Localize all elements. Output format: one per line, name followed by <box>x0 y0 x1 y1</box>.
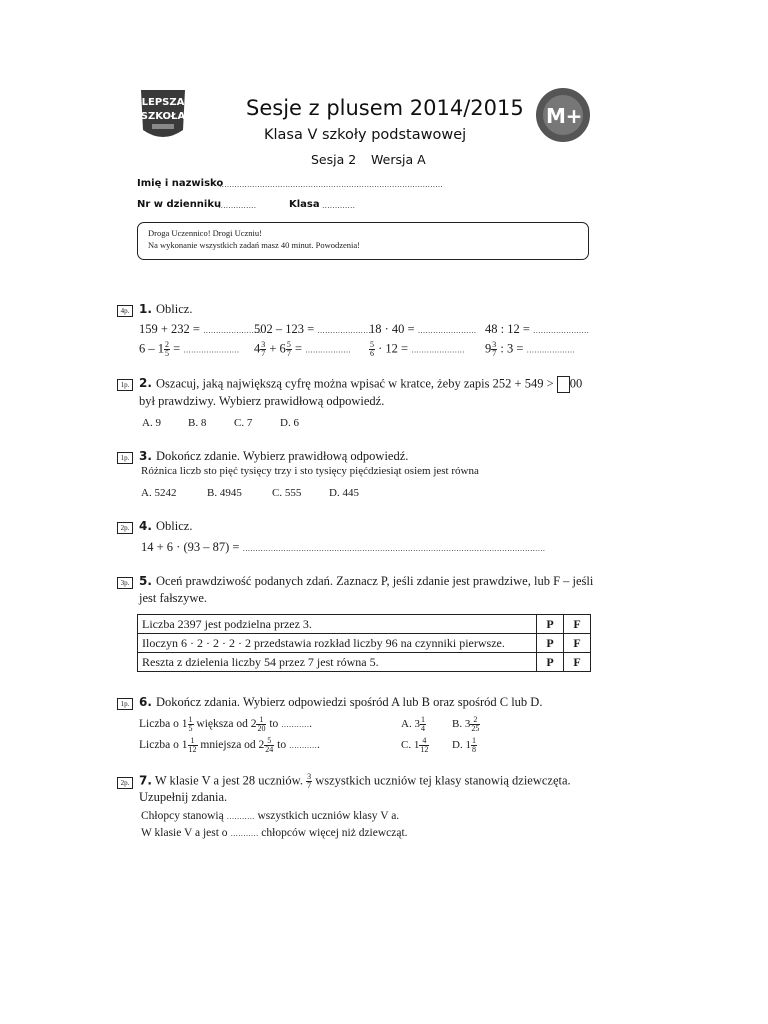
task7-blank-1[interactable]: ........... <box>226 812 255 821</box>
task2-option-a[interactable]: A. 9 <box>142 417 161 429</box>
task1-expr-d: 48 : 12 = ...................... <box>485 322 589 336</box>
task2-number: 2. <box>139 376 152 390</box>
task6-option-d[interactable]: D. 1 $\frac{1}{8}$ <box>452 736 476 754</box>
task1-expr-c: 18 · 40 = ....................... <box>369 322 477 336</box>
task6-number: 6. <box>139 695 152 709</box>
page-subtitle: Klasa V szkoły podstawowej <box>264 127 467 143</box>
journal-number-field[interactable]: ............... <box>218 201 257 210</box>
task1-expr-e: 6 – 1 $\frac{2}{5}$ = ...................... <box>139 340 240 358</box>
table-row <box>138 653 591 672</box>
task2-option-c[interactable]: C. 7 <box>234 417 253 429</box>
task6-points: 1p. <box>117 698 133 710</box>
session-label: Sesja 2 <box>311 152 357 167</box>
class-label: Klasa <box>289 199 320 210</box>
name-field[interactable]: ........................................................................................ <box>219 180 443 189</box>
task6-option-a[interactable]: A. 3 $\frac{1}{4}$ <box>401 715 425 733</box>
task1-expr-a: 159 + 232 = ....................... <box>139 322 262 336</box>
task4-instruction: Oblicz. <box>156 519 193 533</box>
task4-expression: 14 + 6 · (93 – 87) = ....................................................................................................................... <box>141 540 546 554</box>
task1-number: 1. <box>139 302 152 316</box>
task2-option-b[interactable]: B. 8 <box>188 417 207 429</box>
task2-instruction-cont: był prawdziwy. Wybierz prawidłową odpowiedź. <box>139 394 385 408</box>
task7-sentence-2: W klasie V a jest o ........... chłopców więcej niż dziewcząt. <box>141 827 408 839</box>
task7-blank-2[interactable]: ........... <box>230 829 259 838</box>
task3-option-a[interactable]: A. 5242 <box>141 487 177 499</box>
statement-cell: Reszta z dzielenia liczby 54 przez 7 jest równa 5. <box>138 653 537 672</box>
task7-instruction: 7. W klasie V a jest 28 uczniów. $\frac{3}{7}$ wszystkich uczniów tej klasy stanowią dziewczęta. <box>139 772 571 790</box>
true-false-table <box>137 614 591 672</box>
task7-instruction-cont: Uzupełnij zdania. <box>139 790 228 804</box>
true-option[interactable]: P <box>537 634 564 653</box>
table-row <box>138 615 591 634</box>
task6-option-c[interactable]: C. 1 $\frac{4}{12}$ <box>401 736 429 754</box>
task3-option-d[interactable]: D. 445 <box>329 487 359 499</box>
class-field[interactable]: ............. <box>322 201 356 210</box>
task1-expr-b: 502 – 123 = ..................... <box>254 322 371 336</box>
task3-option-c[interactable]: C. 555 <box>272 487 302 499</box>
task1-points: 4p. <box>117 305 133 317</box>
instructions-text: Na wykonanie wszystkich zadań masz 40 minut. Powodzenia! <box>148 240 360 250</box>
task3-instruction: Dokończ zdanie. Wybierz prawidłową odpowiedź. <box>156 449 409 463</box>
task5-points: 3p. <box>117 577 133 589</box>
false-option[interactable]: F <box>564 653 591 672</box>
task7-number: 7. <box>139 773 152 788</box>
task2-points: 1p. <box>117 379 133 391</box>
svg-text:SZKOŁA: SZKOŁA <box>140 111 186 122</box>
task3-option-b[interactable]: B. 4945 <box>207 487 242 499</box>
task7-points: 2p. <box>117 777 133 789</box>
name-label: Imię i nazwisko <box>137 178 224 189</box>
false-option[interactable]: F <box>564 634 591 653</box>
task1-expr-g: $\frac{5}{6}$ · 12 = ..................... <box>370 340 465 358</box>
statement-cell: Iloczyn 6 · 2 · 2 · 2 · 2 przedstawia rozkład liczby 96 na czynniki pierwsze. <box>138 634 537 653</box>
svg-text:+: + <box>565 104 583 128</box>
task1-expr-h: 9 $\frac{3}{7}$ : 3 = ................... <box>485 340 575 358</box>
task6-sentence-1: Liczba o 1 $\frac{1}{5}$ większa od 2 $\frac{1}{20}$ to ............ <box>139 715 313 733</box>
task5-instruction: Oceń prawdziwość podanych zdań. Zaznacz P, jeśli zdanie jest prawdziwe, lub F – jeśli <box>156 574 594 588</box>
task6-instruction: Dokończ zdania. Wybierz odpowiedzi spośród A lub B oraz spośród C lub D. <box>156 695 543 709</box>
version-label: Wersja A <box>371 152 426 167</box>
true-option[interactable]: P <box>537 615 564 634</box>
lepsza-szkola-logo <box>137 86 189 146</box>
table-row <box>138 634 591 653</box>
task3-points: 1p. <box>117 452 133 464</box>
task1-instruction: Oblicz. <box>156 302 193 316</box>
page-title: Sesje z plusem 2014/2015 <box>246 96 524 120</box>
task6-sentence-2: Liczba o 1 $\frac{1}{12}$ mniejsza od 2 $\frac{5}{24}$ to ............ <box>139 736 320 754</box>
false-option[interactable]: F <box>564 615 591 634</box>
true-option[interactable]: P <box>537 653 564 672</box>
statement-cell: Liczba 2397 jest podzielna przez 3. <box>138 615 537 634</box>
journal-number-label: Nr w dzienniku <box>137 199 222 210</box>
task4-points: 2p. <box>117 522 133 534</box>
task7-sentence-1: Chłopcy stanowią ........... wszystkich uczniów klasy V a. <box>141 810 400 822</box>
task5-instruction-cont: jest fałszywe. <box>139 591 208 605</box>
task5-number: 5. <box>139 574 152 588</box>
task6-option-b[interactable]: B. 3 $\frac{2}{25}$ <box>452 715 480 733</box>
instructions-greeting: Droga Uczennico! Drogi Uczniu! <box>148 228 262 238</box>
svg-text:M: M <box>546 104 566 128</box>
task4-number: 4. <box>139 519 152 533</box>
task1-expr-f: 4 $\frac{3}{7}$ + 6 $\frac{5}{7}$ = .................. <box>254 340 351 358</box>
digit-box[interactable] <box>557 376 570 393</box>
instructions-box <box>137 222 589 260</box>
task3-number: 3. <box>139 449 152 463</box>
svg-text:LEPSZA: LEPSZA <box>141 97 185 108</box>
task3-statement: Różnica liczb sto pięć tysięcy trzy i sto tysięcy pięćdziesiąt osiem jest równa <box>141 465 479 477</box>
task2-instruction: Oszacuj, jaką największą cyfrę można wpisać w kratce, żeby zapis 252 + 549 > 00 <box>156 376 582 393</box>
matematyka-plus-logo <box>534 86 592 144</box>
task2-option-d[interactable]: D. 6 <box>280 417 299 429</box>
